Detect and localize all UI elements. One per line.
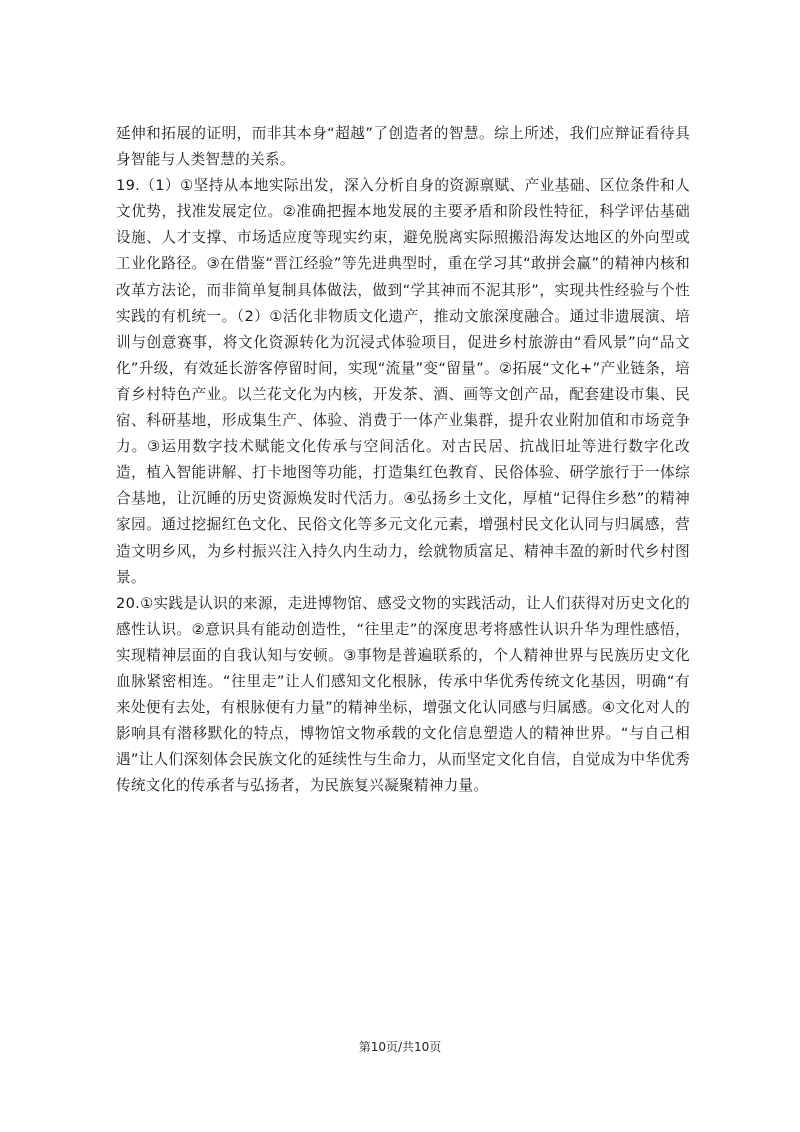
answer-20: 20.①实践是认识的来源，走进博物馆、感受文物的实践活动，让人们获得对历史文化的感性认识。②意识具有能动创造性，“往里走”的深度思考将感性认识升华为理性感悟，实现精神层面的自我认知与安顿。③事物是普遍联系的，个人精神世界与民族历史文化血脉紧密相连。“往里走”让人们感知文化根脉，传承中华优秀传统文化基因，明确“有来处便有去处，有根脉便有力量”的精神坐标，增强文化认同感与归属感。④文化对人的影响具有潜移默化的特点，博物馆文物承载的文化信息塑造人的精神世界。“与自己相遇”让人们深刻体会民族文化的延续性与生命力，从而坚定文化自信，自觉成为中华优秀传统文化的传承者与弘扬者，为民族复兴凝聚精神力量。 <box>116 594 690 795</box>
answer-19: 19.（1）①坚持从本地实际出发，深入分析自身的资源禀赋、产业基础、区位条件和人文优势，找准发展定位。②准确把握本地发展的主要矛盾和阶段性特征，科学评估基础设施、人才支撑、市场适应度等现实约束，避免脱离实际照搬沿海发达地区的外向型或工业化路径。③在借鉴“晋江经验”等先进典型时，重在学习其“敢拼会赢”的精神内核和改革方法论，而非简单复制具体做法，做到“学其神而不泥其形”，实现共性经验与个性实践的有机统一。（2）①活化非物质文化遗产，推动文旅深度融合。通过非遗展演、培训与创意赛事，将文化资源转化为沉浸式体验项目，促进乡村旅游由“看风景”向“品文化”升级，有效延长游客停留时间，实现“流量”变“留量”。②拓展“文化+”产业链条，培育乡村特色产业。以兰花文化为内核，开发茶、酒、画等文创产品，配套建设市集、民宿、科研基地，形成集生产、体验、消费于一体产业集群，提升农业附加值和市场竞争力。③运用数字技术赋能文化传承与空间活化。对古民居、抗战旧址等进行数字化改造，植入智能讲解、打卡地图等功能，打造集红色教育、民俗体验、研学旅行于一体综合基地，让沉睡的历史资源焕发时代活力。④弘扬乡土文化，厚植“记得住乡愁”的精神家园。通过挖掘红色文化、民俗文化等多元文化元素，增强村民文化认同与归属感，营造文明乡风，为乡村振兴注入持久内生动力，绘就物质富足、精神丰盈的新时代乡村图景。 <box>116 177 690 586</box>
document-body <box>116 121 690 799</box>
page-number: 第10页/共10页 <box>358 1040 442 1054</box>
paragraph-continuation: 延伸和拓展的证明，而非其本身“超越”了创造者的智慧。综上所述，我们应辩证看待具身智能与人类智慧的关系。 <box>116 125 690 169</box>
